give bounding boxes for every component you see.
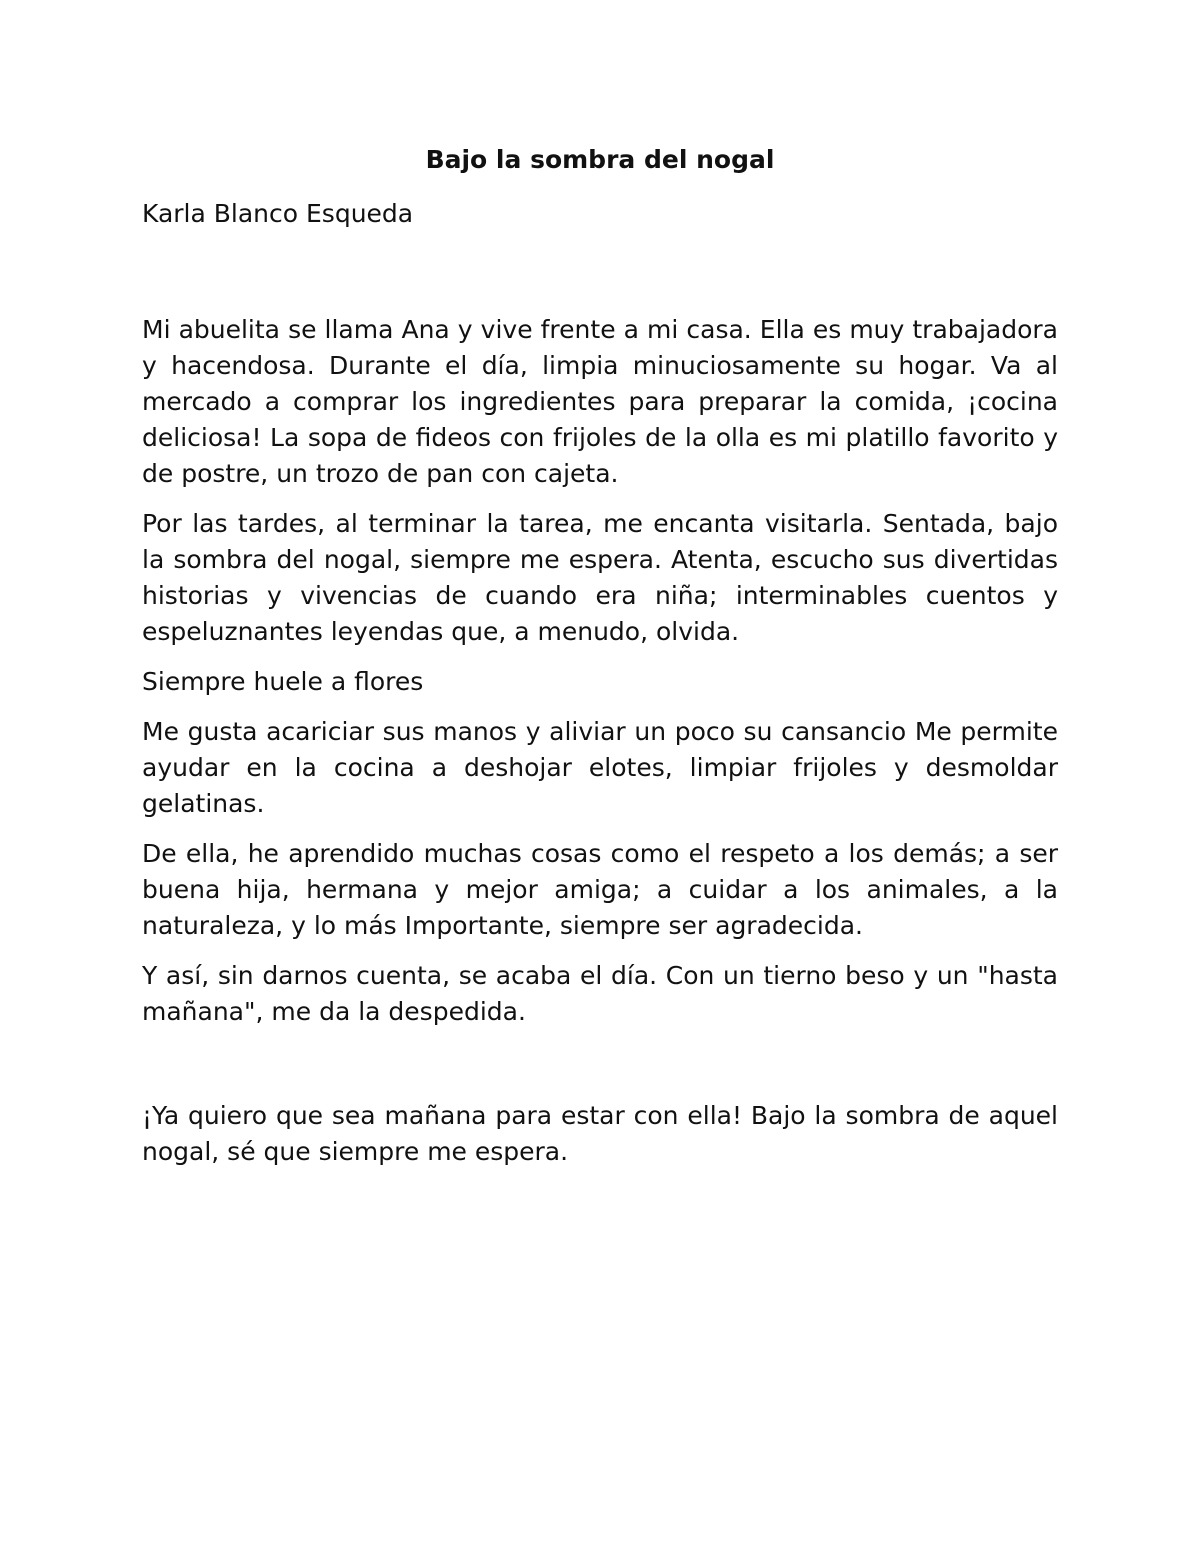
paragraph-6: Y así, sin darnos cuenta, se acaba el día. Con un tierno beso y un "hasta mañana", me da la despedida. — [142, 961, 1058, 1026]
paragraph-3: Siempre huele a flores — [142, 667, 424, 696]
document-author: Karla Blanco Esqueda — [142, 199, 414, 228]
document-title: Bajo la sombra del nogal — [425, 145, 775, 174]
paragraph-4: Me gusta acariciar sus manos y aliviar un poco su cansancio Me permite ayudar en la cocina a deshojar elotes, limpiar frijoles y desmoldar gelatinas. — [142, 717, 1058, 818]
paragraph-1: Mi abuelita se llama Ana y vive frente a mi casa. Ella es muy trabajadora y hacendosa. Durante el día, limpia minuciosamente su hogar. Va al mercado a comprar los ingredientes para preparar la comida, ¡cocina deliciosa! La sopa de fideos con frijoles de la olla es mi platillo favorito y de postre, un trozo de pan con cajeta. — [142, 315, 1058, 488]
paragraph-7: ¡Ya quiero que sea mañana para estar con ella! Bajo la sombra de aquel nogal, sé que siempre me espera. — [142, 1101, 1058, 1166]
document-body — [142, 140, 1058, 1170]
paragraph-2: Por las tardes, al terminar la tarea, me encanta visitarla. Sentada, bajo la sombra del nogal, siempre me espera. Atenta, escucho sus divertidas historias y vivencias de cuando era niña; interminables cuentos y espeluznantes leyendas que, a menudo, olvida. — [142, 509, 1058, 646]
paragraph-5: De ella, he aprendido muchas cosas como el respeto a los demás; a ser buena hija, hermana y mejor amiga; a cuidar a los animales, a la naturaleza, y lo más Importante, siempre ser agradecida. — [142, 839, 1058, 940]
